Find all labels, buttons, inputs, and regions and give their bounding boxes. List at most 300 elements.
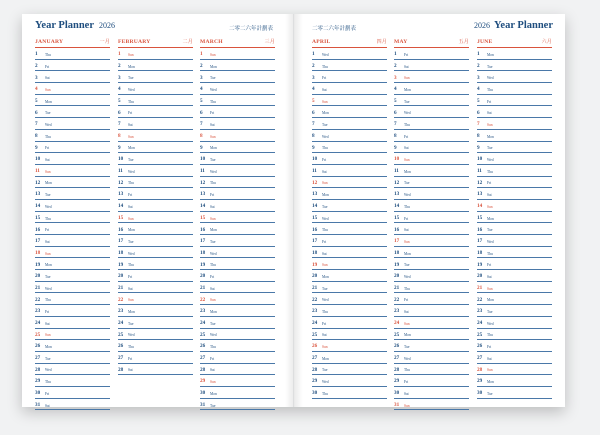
day-row[interactable] (312, 235, 387, 247)
day-row[interactable] (394, 329, 469, 341)
day-number: 1 (118, 51, 121, 58)
day-row[interactable] (394, 317, 469, 329)
day-number: 12 (200, 179, 206, 186)
day-number: 22 (394, 296, 400, 303)
day-row[interactable] (477, 60, 552, 72)
day-row[interactable] (118, 305, 193, 317)
day-number: 8 (200, 133, 203, 139)
day-row[interactable] (312, 153, 387, 165)
day-row[interactable] (200, 340, 275, 352)
day-row[interactable] (200, 106, 275, 118)
day-row[interactable] (118, 48, 193, 60)
weekday-label: Thu (322, 146, 328, 151)
day-row[interactable] (394, 235, 469, 247)
day-row[interactable] (200, 387, 275, 399)
day-number: 17 (394, 238, 400, 245)
day-number: 3 (200, 74, 203, 81)
weekday-label: Sun (210, 216, 216, 221)
day-row[interactable] (394, 165, 469, 177)
day-number: 26 (118, 343, 124, 350)
day-row[interactable] (477, 235, 552, 247)
weekday-label: Thu (322, 391, 328, 396)
day-row[interactable] (312, 177, 387, 189)
day-number: 20 (312, 273, 318, 280)
day-number: 1 (394, 51, 397, 58)
day-row[interactable] (477, 317, 552, 329)
day-row[interactable] (394, 48, 469, 60)
weekday-label: Sat (128, 286, 133, 291)
day-row[interactable] (312, 305, 387, 317)
day-row[interactable] (118, 340, 193, 352)
day-row[interactable] (200, 142, 275, 154)
weekday-label: Wed (128, 251, 135, 256)
day-row[interactable] (394, 142, 469, 154)
day-number: 1 (312, 51, 315, 58)
day-row[interactable] (200, 258, 275, 270)
day-number: 14 (35, 203, 41, 210)
day-row[interactable] (394, 387, 469, 399)
weekday-label: Tue (487, 146, 493, 151)
day-number: 21 (312, 284, 318, 291)
day-row[interactable] (477, 247, 552, 259)
day-row[interactable] (35, 212, 110, 224)
weekday-label: Sun (210, 134, 216, 139)
day-row[interactable] (118, 235, 193, 247)
day-row[interactable] (394, 71, 469, 83)
day-number: 23 (394, 308, 400, 315)
left-page (22, 14, 293, 407)
day-row[interactable] (35, 375, 110, 387)
day-number: 27 (35, 355, 41, 362)
weekday-label: Sun (128, 216, 134, 221)
day-row[interactable] (477, 364, 552, 376)
day-row[interactable] (477, 106, 552, 118)
day-number: 12 (477, 179, 483, 186)
month-header (200, 35, 275, 48)
day-row[interactable] (35, 364, 110, 376)
day-row[interactable] (394, 270, 469, 282)
day-row[interactable] (477, 352, 552, 364)
day-row[interactable] (35, 153, 110, 165)
day-row[interactable] (118, 270, 193, 282)
day-row[interactable] (35, 142, 110, 154)
day-row[interactable] (118, 118, 193, 130)
day-row[interactable] (118, 83, 193, 95)
day-row[interactable] (200, 188, 275, 200)
day-number: 8 (312, 133, 315, 139)
day-number: 28 (394, 366, 400, 373)
day-row[interactable] (35, 48, 110, 60)
weekday-label: Wed (128, 87, 135, 92)
day-number: 25 (35, 331, 41, 338)
weekday-label: Fri (404, 52, 409, 57)
month-header (394, 35, 469, 48)
weekday-label: Mon (210, 391, 217, 396)
day-row[interactable] (35, 118, 110, 130)
day-number: 6 (477, 109, 480, 116)
weekday-label: Sun (45, 333, 51, 338)
day-row[interactable] (477, 118, 552, 130)
weekday-label: Sun (322, 181, 328, 186)
day-row[interactable] (118, 352, 193, 364)
day-row[interactable] (200, 83, 275, 95)
day-row[interactable] (394, 293, 469, 305)
day-row[interactable] (394, 130, 469, 142)
day-row[interactable] (118, 177, 193, 189)
day-row[interactable] (35, 83, 110, 95)
day-row[interactable] (394, 153, 469, 165)
day-number: 9 (394, 144, 397, 151)
weekday-label: Wed (322, 52, 329, 57)
day-number: 18 (118, 249, 124, 256)
day-row[interactable] (200, 399, 275, 411)
day-row[interactable] (200, 375, 275, 387)
day-row[interactable] (35, 188, 110, 200)
weekday-label: Tue (210, 239, 216, 244)
day-row[interactable] (200, 118, 275, 130)
day-number: 4 (394, 86, 397, 93)
day-row[interactable] (35, 305, 110, 317)
day-row[interactable] (200, 235, 275, 247)
day-row[interactable] (477, 130, 552, 142)
day-number: 7 (118, 121, 121, 128)
day-row[interactable] (35, 200, 110, 212)
day-row[interactable] (35, 293, 110, 305)
day-row[interactable] (477, 142, 552, 154)
day-row[interactable] (200, 352, 275, 364)
day-row[interactable] (394, 247, 469, 259)
day-row[interactable] (477, 188, 552, 200)
weekday-label: Wed (322, 216, 329, 221)
month-column-may (394, 35, 469, 410)
weekday-label: Mon (322, 111, 329, 116)
day-row[interactable] (312, 95, 387, 107)
day-row[interactable] (312, 258, 387, 270)
day-row[interactable] (477, 387, 552, 399)
day-row[interactable] (312, 130, 387, 142)
day-row[interactable] (477, 177, 552, 189)
day-number: 11 (200, 168, 205, 175)
day-number: 22 (477, 296, 483, 303)
day-row[interactable] (394, 399, 469, 411)
day-row[interactable] (394, 188, 469, 200)
weekday-label: Sat (45, 76, 50, 81)
weekday-label: Fri (487, 99, 492, 104)
day-row[interactable] (35, 106, 110, 118)
day-row[interactable] (312, 83, 387, 95)
day-number: 3 (35, 74, 38, 81)
day-row[interactable] (200, 71, 275, 83)
day-row[interactable] (394, 258, 469, 270)
day-row[interactable] (312, 200, 387, 212)
weekday-label: Thu (210, 263, 216, 268)
day-row[interactable] (477, 200, 552, 212)
day-number: 30 (477, 390, 483, 397)
day-row[interactable] (477, 165, 552, 177)
day-row[interactable] (477, 95, 552, 107)
weekday-label: Fri (322, 239, 327, 244)
day-number: 14 (118, 203, 124, 210)
day-number: 3 (477, 74, 480, 81)
day-row[interactable] (118, 71, 193, 83)
day-row[interactable] (118, 200, 193, 212)
day-row[interactable] (312, 106, 387, 118)
day-row[interactable] (118, 364, 193, 376)
day-row[interactable] (394, 106, 469, 118)
weekday-label: Sat (487, 193, 492, 198)
day-row[interactable] (477, 305, 552, 317)
day-row[interactable] (477, 48, 552, 60)
day-row[interactable] (35, 282, 110, 294)
day-row[interactable] (35, 399, 110, 411)
day-row[interactable] (312, 60, 387, 72)
day-row[interactable] (477, 375, 552, 387)
day-row[interactable] (118, 188, 193, 200)
day-row[interactable] (394, 305, 469, 317)
day-row[interactable] (35, 95, 110, 107)
day-number: 3 (312, 74, 315, 81)
day-row[interactable] (394, 83, 469, 95)
day-row[interactable] (118, 329, 193, 341)
weekday-label: Sun (210, 52, 216, 57)
day-row[interactable] (35, 258, 110, 270)
day-row[interactable] (394, 60, 469, 72)
day-number: 14 (200, 203, 206, 210)
day-row[interactable] (200, 282, 275, 294)
day-row[interactable] (394, 118, 469, 130)
weekday-label: Fri (322, 321, 327, 326)
day-row[interactable] (312, 375, 387, 387)
day-number: 2 (200, 62, 203, 69)
day-row[interactable] (118, 223, 193, 235)
day-row[interactable] (312, 364, 387, 376)
day-row[interactable] (394, 375, 469, 387)
day-row[interactable] (200, 270, 275, 282)
day-row[interactable] (312, 340, 387, 352)
day-row[interactable] (312, 247, 387, 259)
day-row[interactable] (35, 71, 110, 83)
day-row[interactable] (477, 270, 552, 282)
weekday-label: Sat (404, 146, 409, 151)
day-row[interactable] (394, 95, 469, 107)
day-row[interactable] (118, 317, 193, 329)
day-row[interactable] (477, 340, 552, 352)
day-number: 9 (312, 144, 315, 151)
weekday-label: Mon (210, 146, 217, 151)
weekday-label: Tue (404, 263, 410, 268)
day-number: 21 (477, 284, 483, 291)
day-row[interactable] (200, 95, 275, 107)
day-row[interactable] (200, 130, 275, 142)
day-row[interactable] (477, 153, 552, 165)
day-number: 15 (477, 214, 483, 221)
weekday-label: Sat (404, 228, 409, 233)
day-row[interactable] (312, 352, 387, 364)
day-row[interactable] (312, 118, 387, 130)
day-row[interactable] (312, 293, 387, 305)
day-row[interactable] (477, 282, 552, 294)
weekday-label: Sat (322, 333, 327, 338)
day-row[interactable] (118, 212, 193, 224)
day-row[interactable] (394, 177, 469, 189)
day-row[interactable] (35, 130, 110, 142)
planner-spread (22, 14, 565, 407)
weekday-label: Wed (128, 169, 135, 174)
day-row[interactable] (118, 60, 193, 72)
day-number: 24 (200, 320, 206, 326)
day-number: 19 (35, 261, 41, 268)
day-row[interactable] (118, 142, 193, 154)
day-row[interactable] (312, 387, 387, 399)
weekday-label: Sun (322, 345, 328, 350)
day-row[interactable] (118, 258, 193, 270)
day-row[interactable] (200, 200, 275, 212)
day-row[interactable] (312, 48, 387, 60)
day-row[interactable] (35, 235, 110, 247)
day-row[interactable] (35, 165, 110, 177)
weekday-label: Sat (210, 204, 215, 209)
day-number: 13 (477, 191, 483, 198)
day-row[interactable] (118, 106, 193, 118)
month-column-february (118, 35, 193, 375)
day-row[interactable] (394, 364, 469, 376)
day-number: 23 (312, 308, 318, 315)
weekday-label: Fri (128, 356, 133, 361)
day-row[interactable] (35, 223, 110, 235)
day-row[interactable] (200, 48, 275, 60)
day-row[interactable] (200, 305, 275, 317)
day-row[interactable] (394, 212, 469, 224)
day-row[interactable] (394, 223, 469, 235)
weekday-label: Tue (45, 111, 51, 116)
day-number: 9 (477, 144, 480, 151)
weekday-label: Thu (322, 64, 328, 69)
day-row[interactable] (35, 329, 110, 341)
day-row[interactable] (200, 247, 275, 259)
day-row[interactable] (477, 258, 552, 270)
weekday-label: Sat (322, 169, 327, 174)
weekday-label: Sun (45, 169, 51, 174)
day-row[interactable] (477, 329, 552, 341)
day-row[interactable] (477, 293, 552, 305)
day-row[interactable] (118, 130, 193, 142)
day-number: 10 (477, 156, 483, 163)
day-row[interactable] (35, 60, 110, 72)
day-number: 31 (35, 401, 41, 408)
day-row[interactable] (200, 364, 275, 376)
month-header (477, 35, 552, 48)
day-number: 29 (312, 378, 318, 385)
day-row[interactable] (200, 317, 275, 329)
day-row[interactable] (200, 329, 275, 341)
day-row[interactable] (200, 153, 275, 165)
day-number: 5 (200, 97, 203, 104)
day-row[interactable] (118, 165, 193, 177)
month-header (312, 35, 387, 48)
day-row[interactable] (477, 223, 552, 235)
day-row[interactable] (477, 83, 552, 95)
day-row[interactable] (394, 200, 469, 212)
weekday-label: Tue (210, 403, 216, 408)
weekday-label: Sat (45, 321, 50, 326)
day-row[interactable] (200, 177, 275, 189)
day-number: 29 (394, 378, 400, 385)
day-number: 11 (394, 168, 399, 175)
day-row[interactable] (312, 188, 387, 200)
day-row[interactable] (35, 247, 110, 259)
day-row[interactable] (312, 282, 387, 294)
day-number: 30 (312, 390, 318, 397)
day-row[interactable] (35, 387, 110, 399)
day-number: 27 (312, 355, 318, 362)
day-row[interactable] (477, 71, 552, 83)
weekday-label: Mon (128, 228, 135, 233)
day-row[interactable] (200, 60, 275, 72)
weekday-label: Sun (487, 368, 493, 373)
weekday-label: Fri (487, 345, 492, 350)
day-row[interactable] (312, 270, 387, 282)
weekday-label: Thu (404, 286, 410, 291)
day-row[interactable] (200, 223, 275, 235)
day-row[interactable] (394, 340, 469, 352)
day-row[interactable] (394, 352, 469, 364)
day-row[interactable] (394, 282, 469, 294)
day-row[interactable] (118, 247, 193, 259)
weekday-label: Tue (322, 204, 328, 209)
day-row[interactable] (312, 329, 387, 341)
day-number: 15 (312, 214, 318, 221)
day-number: 31 (200, 401, 206, 408)
day-row[interactable] (35, 270, 110, 282)
day-number: 28 (35, 366, 41, 373)
weekday-label: Wed (45, 204, 52, 209)
day-number: 13 (35, 191, 41, 198)
weekday-label: Wed (404, 111, 411, 116)
weekday-label: Thu (128, 345, 134, 350)
day-row[interactable] (312, 223, 387, 235)
day-number: 21 (35, 284, 41, 291)
weekday-label: Thu (487, 251, 493, 256)
day-row[interactable] (312, 142, 387, 154)
weekday-label: Wed (404, 356, 411, 361)
weekday-label: Tue (322, 123, 328, 128)
weekday-label: Mon (487, 52, 494, 57)
day-row[interactable] (200, 212, 275, 224)
weekday-label: Sun (45, 251, 51, 256)
day-row[interactable] (118, 153, 193, 165)
month-cjk-name: 四月 (376, 39, 387, 45)
day-row[interactable] (35, 317, 110, 329)
day-row[interactable] (118, 293, 193, 305)
day-row[interactable] (312, 165, 387, 177)
day-row[interactable] (200, 293, 275, 305)
day-row[interactable] (312, 212, 387, 224)
weekday-label: Wed (487, 158, 494, 163)
day-row[interactable] (35, 340, 110, 352)
day-row[interactable] (35, 352, 110, 364)
day-row[interactable] (118, 95, 193, 107)
day-row[interactable] (118, 282, 193, 294)
day-row[interactable] (200, 165, 275, 177)
weekday-label: Tue (404, 99, 410, 104)
weekday-label: Fri (404, 380, 409, 385)
month-cjk-name: 二月 (182, 39, 193, 45)
day-row[interactable] (312, 317, 387, 329)
day-row[interactable] (35, 177, 110, 189)
day-row[interactable] (477, 212, 552, 224)
day-row[interactable] (312, 71, 387, 83)
weekday-label: Wed (45, 368, 52, 373)
